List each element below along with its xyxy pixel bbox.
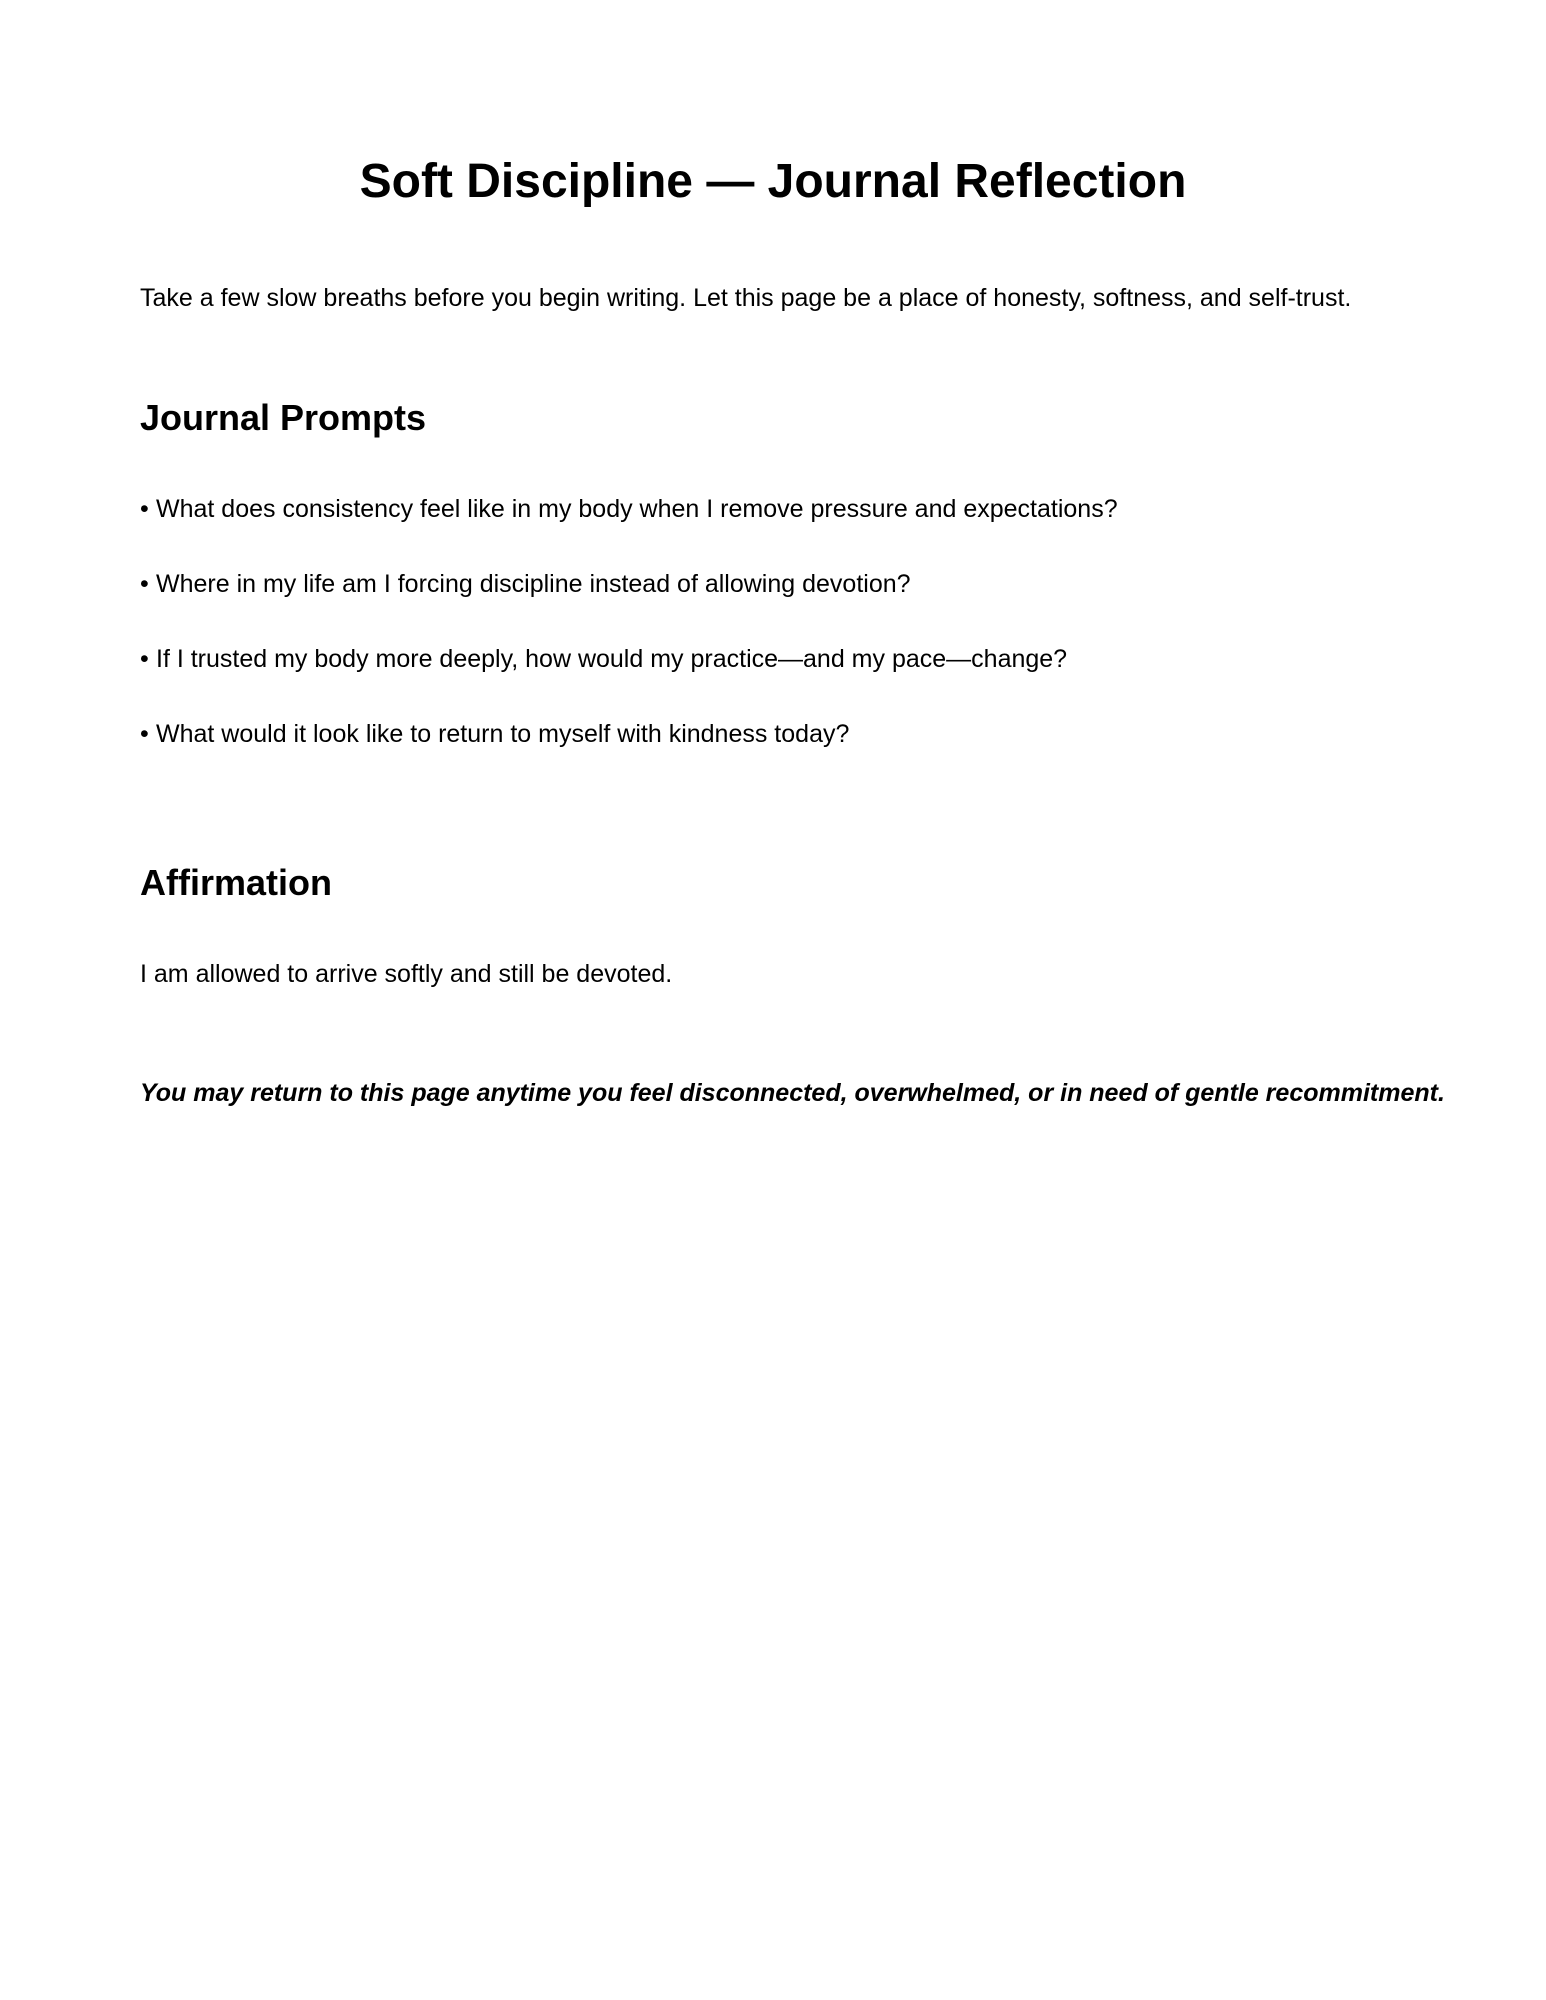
list-item — [140, 717, 849, 751]
closing-note: You may return to this page anytime you feel disconnected, overwhelmed, or in need of gentle recommitment. — [140, 1079, 1445, 1107]
page-title: Soft Discipline — Journal Reflection — [359, 155, 1187, 208]
prompt-text: What would it look like to return to myself with kindness today? — [156, 720, 850, 748]
list-item — [140, 492, 1118, 526]
prompt-text: What does consistency feel like in my body when I remove pressure and expectations? — [156, 495, 1118, 523]
prompt-text: Where in my life am I forcing discipline instead of allowing devotion? — [156, 570, 911, 598]
bullet-icon: • — [140, 570, 149, 598]
bullet-icon: • — [140, 495, 149, 523]
list-item — [140, 642, 1067, 676]
intro-paragraph: Take a few slow breaths before you begin writing. Let this page be a place of honesty, softness, and self-trust. — [140, 284, 1352, 312]
affirmation-text: I am allowed to arrive softly and still be devoted. — [140, 960, 673, 988]
bullet-icon: • — [140, 720, 149, 748]
list-item — [140, 567, 911, 601]
journal-prompts-heading: Journal Prompts — [140, 397, 427, 438]
affirmation-heading: Affirmation — [140, 862, 332, 903]
prompt-text: If I trusted my body more deeply, how would my practice—and my pace—change? — [156, 645, 1068, 673]
bullet-icon: • — [140, 645, 149, 673]
